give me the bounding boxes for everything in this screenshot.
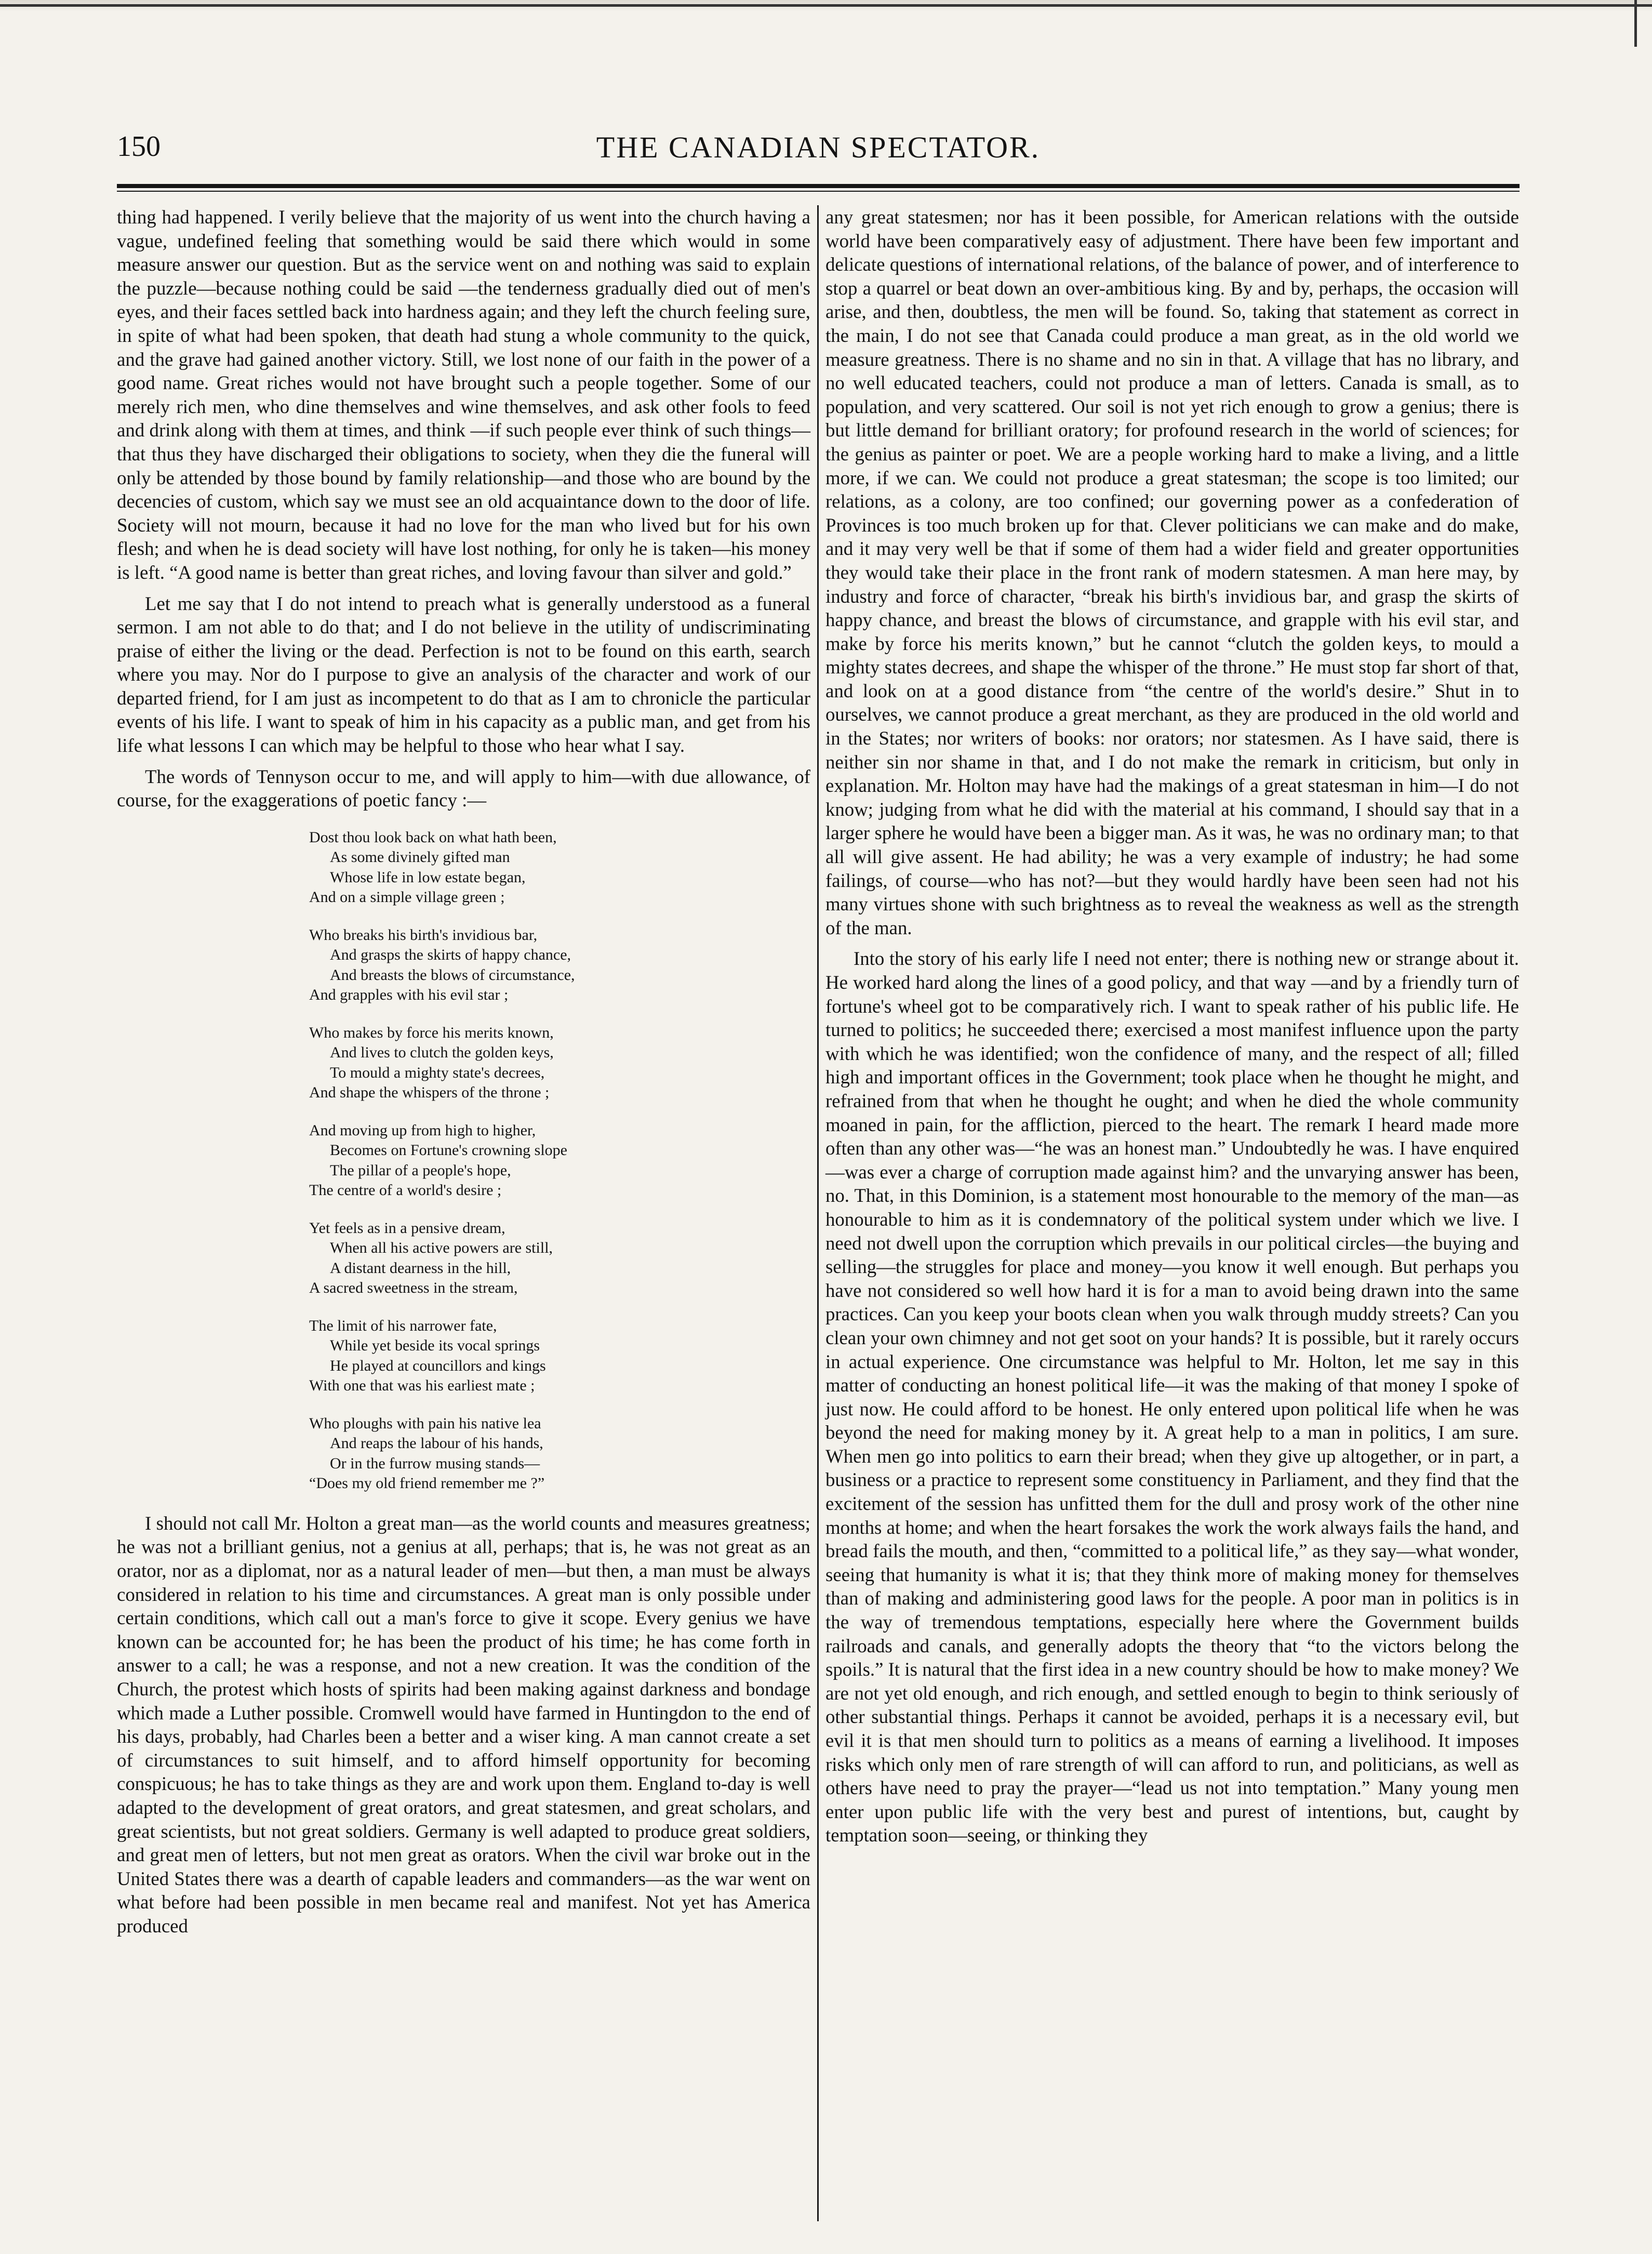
poem-line: And grasps the skirts of happy chance, bbox=[330, 946, 571, 964]
poem-line: With one that was his earliest mate ; bbox=[309, 1377, 535, 1395]
paragraph: The words of Tennyson occur to me, and will apply to him—with due allowance, of course, for the exaggerations of poetic fancy :— bbox=[117, 765, 810, 811]
poem-line: Dost thou look back on what hath been, bbox=[309, 828, 557, 846]
poem-line: And moving up from high to higher, bbox=[309, 1121, 536, 1139]
header-rule-thin bbox=[117, 191, 1520, 192]
poem-stanza bbox=[309, 1023, 810, 1103]
right-column bbox=[825, 205, 1519, 2221]
poem-stanza bbox=[309, 925, 810, 1005]
paragraph: any great statesmen; nor has it been possible, for American relations with the outside world have been comparatively easy of adjustment. There have been few important and delicate questions of international relations, of the balance of power, and of interference to stop a quarrel or beat down an over-ambitious king. By and by, perhaps, the occasion will arise, and then, doubtless, the men will be found. So, taking that statement as correct in the main, I do not see that Canada could produce a man great, as in the old world we measure greatness. There is no shame and no sin in that. A village that has no library, and no well educated teachers, could not produce a man of letters. Canada is small, as to population, and very scattered. Our soil is not yet rich enough to grow a genius; there is but little demand for brilliant oratory; for profound research in the world of sciences; for the genius as painter or poet. We are a people working hard to make a living, and a little more, if we can. We could not produce a great statesman; the scope is too limited; our relations, as a colony, are too confined; our governing power as a confederation of Provinces is too much broken up for that. Clever politicians we can make and do make, and it may very well be that if some of them had a wider field and greater opportunities they would take their place in the front rank of modern statesmen. A man here may, by industry and force of character, “break his birth's invidious bar, and grasp the skirts of happy chance, and breast the blows of circumstance, and grapple with his evil star, and make by force his merits known,” but he cannot “clutch the golden keys, to mould a mighty states decrees, and shape the whisper of the throne.” He must stop far short of that, and look on at a good distance from “the centre of the world's desire.” Shut in to ourselves, we cannot produce a great merchant, as they are produced in the old world and in the States; nor writers of books: nor orators; nor statesmen. As I have said, there is neither sin nor shame in that, and I do not make the remark in criticism, but only in explanation. Mr. Holton may have had the makings of a great statesman in him—I do not know; judging from what he did with the material at his command, I should say that in a larger sphere he would have been a bigger man. As it was, he was no ordinary man; to that all will give assent. He had ability; he was a very example of industry; he had some failings, of course—who has not?—but they would hardly have been seen had not his many virtues shone with such brightness as to reveal the weakness as well as the strength of the man. bbox=[825, 206, 1519, 938]
poem-line: While yet beside its vocal springs bbox=[330, 1337, 540, 1355]
poem-line: As some divinely gifted man bbox=[330, 848, 510, 866]
poem-stanza bbox=[309, 1218, 810, 1298]
page-number: 150 bbox=[117, 130, 161, 163]
poem-stanza bbox=[309, 828, 810, 908]
newspaper-page bbox=[117, 130, 1520, 2229]
article-columns bbox=[117, 205, 1520, 2221]
poem-line: And grapples with his evil star ; bbox=[309, 986, 509, 1004]
paragraph: thing had happened. I verily believe that the majority of us went into the church having a vague, undefined feeling that something would be said there which would in some measure answer our question. But as the service went on and nothing was said to explain the puzzle—because nothing could be said —the tenderness gradually died out of men's eyes, and their faces settled back into hardness again; and they left the church feeling sure, in spite of what had been spoken, that death had stung a whole community to the quick, and the grave had gained another victory. Still, we lost none of our faith in the power of a good name. Great riches would not have brought such a people together. Some of our merely rich men, who dine themselves and wine themselves, and ask other fools to feed and drink along with them at times, and think —if such people ever think of such things—that thus they have discharged their obligations to society, when they die the funeral will only be attended by those bound by family relationship—and those who are bound by the decencies of custom, which say we must see an old acquaintance down to the door of life. Society will not mourn, because it had no love for the man who lived but for his own flesh; and when he is dead society will have lost nothing, for only he is taken—his money is left. “A good name is better than great riches, and loving favour than silver and gold.” bbox=[117, 206, 810, 583]
poem-line: And shape the whispers of the throne ; bbox=[309, 1084, 550, 1102]
left-column bbox=[117, 205, 810, 2221]
poem-line: A sacred sweetness in the stream, bbox=[309, 1279, 518, 1297]
poem-line: The pillar of a people's hope, bbox=[330, 1161, 511, 1179]
poem-line: Whose life in low estate began, bbox=[330, 868, 526, 886]
poem-line: The centre of a world's desire ; bbox=[309, 1182, 502, 1199]
column-divider bbox=[817, 205, 819, 2221]
poem-line: Who ploughs with pain his native lea bbox=[309, 1414, 541, 1432]
poem-line: He played at councillors and kings bbox=[330, 1357, 546, 1374]
poem-line: A distant dearness in the hill, bbox=[330, 1259, 511, 1277]
poem-stanza bbox=[309, 1414, 810, 1494]
corner-rule bbox=[1634, 0, 1637, 47]
page-header bbox=[117, 130, 1520, 182]
poem-line: Becomes on Fortune's crowning slope bbox=[330, 1142, 568, 1159]
header-rule-thick bbox=[117, 184, 1520, 188]
poem-line: Yet feels as in a pensive dream, bbox=[309, 1219, 505, 1237]
poem-line: Who breaks his birth's invidious bar, bbox=[309, 926, 538, 944]
poem-line: “Does my old friend remember me ?” bbox=[309, 1475, 545, 1492]
paragraph: Into the story of his early life I need not enter; there is nothing new or strange about it. He worked hard along the lines of a good policy, and that way —and by a friendly turn of fortune's wheel got to be comparatively rich. I want to speak rather of his public life. He turned to politics; he succeeded there; exercised a most manifest influence upon the party with which he was identified; won the confidence of many, and the respect of all; filled high and important offices in the Government; took place when he thought he might, and refrained from that when he thought he ought; and when he died the whole community moaned in pain, for the affliction, pierced to the heart. The remark I heard made more often than any other was—“he was an honest man.” Undoubtedly he was. I have enquired—was ever a charge of corruption made against him? and the unvarying answer has been, no. That, in this Dominion, is a statement most honourable to the memory of the man—as honourable to him as it is condemnatory of the political system under which we live. I need not dwell upon the corruption which prevails in our political circles—the buying and selling—the struggles for place and money—you know it well enough. But perhaps you have not considered so well how hard it is for a man to avoid being drawn into the same practices. Can you keep your boots clean when you walk through muddy streets? Can you clean your own chimney and not get soot on your hands? It is possible, but it rarely occurs in actual experience. One circumstance was helpful to Mr. Holton, let me say in this matter of conducting an honest political life—it was the making of that money I spoke of just now. He could afford to be honest. He only entered upon political life when he was beyond the need for making money by it. A great help to a man in politics, I am sure. When men go into politics to earn their bread; when they give up altogether, or in part, a business or a practice to represent some constituency in Parliament, and they find that the excitement of the session has unfitted them for the dull and prosy work of the other nine months at home; and when the heart forsakes the work the work always fails the hand, and bread fails the mouth, and then, “committed to a political life,” as they say—what wonder, seeing that humanity is what it is; that they think more of making money for themselves than of making and administering good laws for the people. A poor man in politics is in the way of tremendous temptations, especially here where the Government builds railroads and canals, and generally adopts the theory that “to the victors belong the spoils.” It is natural that the first idea in a new country should be how to make money? We are not yet old enough, and rich enough, and settled enough to begin to think seriously of other substantial things. Perhaps it cannot be avoided, perhaps it is a necessary evil, but evil it is that men should turn to politics as a means of earning a livelihood. It imposes risks which only men of rare strength of will can afford to run, and politicians, as well as others have need to pray the prayer—“lead us not into temptation.” Many young men enter upon public life with the very best and purest of intentions, but, caught by temptation soon—seeing, or thinking they bbox=[825, 948, 1519, 1846]
poem bbox=[117, 828, 810, 1494]
poem-line: And on a simple village green ; bbox=[309, 889, 505, 906]
poem-line: To mould a mighty state's decrees, bbox=[330, 1064, 545, 1081]
poem-line: The limit of his narrower fate, bbox=[309, 1317, 497, 1334]
poem-line: Or in the furrow musing stands— bbox=[330, 1454, 540, 1472]
paragraph: I should not call Mr. Holton a great man—as the world counts and measures greatness; he was not a brilliant genius, not a genius at all, perhaps; that is, he was not great as an orator, nor as a diplomat, nor as a natural leader of men—but then, a man must be always considered in relation to his time and circumstances. A great man is only possible under certain conditions, which call out a man's force to give it scope. Every genius we have known can be accounted for; he has been the product of his time; he has come forth in answer to a call; he was a response, and not a new creation. It was the condition of the Church, the protest which hosts of spirits had been making against darkness and bondage which made a Luther possible. Cromwell would have farmed in Huntingdon to the end of his days, probably, had Charles been a better and a wiser king. A man cannot create a set of circumstances to suit himself, and to afford himself opportunity for becoming conspicuous; he has to take things as they are and work upon them. England to-day is well adapted to the development of great orators, and great statesmen, and great scholars, and great scientists, but not great soldiers. Germany is well adapted to produce great soldiers, and great men of letters, but not men great as orators. When the civil war broke out in the United States there was a dearth of capable leaders and commanders—as the war went on what before had been possible in men became real and manifest. Not yet has America produced bbox=[117, 1512, 810, 1937]
poem-stanza bbox=[309, 1121, 810, 1201]
poem-line: And breasts the blows of circumstance, bbox=[330, 966, 575, 984]
poem-line: And reaps the labour of his hands, bbox=[330, 1435, 543, 1452]
top-border-line bbox=[0, 4, 1652, 7]
poem-line: When all his active powers are still, bbox=[330, 1239, 553, 1257]
poem-line: Who makes by force his merits known, bbox=[309, 1024, 554, 1041]
paragraph: Let me say that I do not intend to preach what is generally understood as a funeral sermon. I am not able to do that; and I do not believe in the utility of undiscriminating praise of either the living or the dead. Perfection is not to be found on this earth, search where you may. Nor do I purpose to give an analysis of the character and work of our departed friend, for I am just as incompetent to do that as I am to chronicle the particular events of his life. I want to speak of him in his capacity as a public man, and get from his life what lessons I can which may be helpful to those who hear what I say. bbox=[117, 592, 810, 757]
poem-line: And lives to clutch the golden keys, bbox=[330, 1044, 554, 1062]
page-title: THE CANADIAN SPECTATOR. bbox=[596, 130, 1041, 164]
poem-stanza bbox=[309, 1316, 810, 1396]
